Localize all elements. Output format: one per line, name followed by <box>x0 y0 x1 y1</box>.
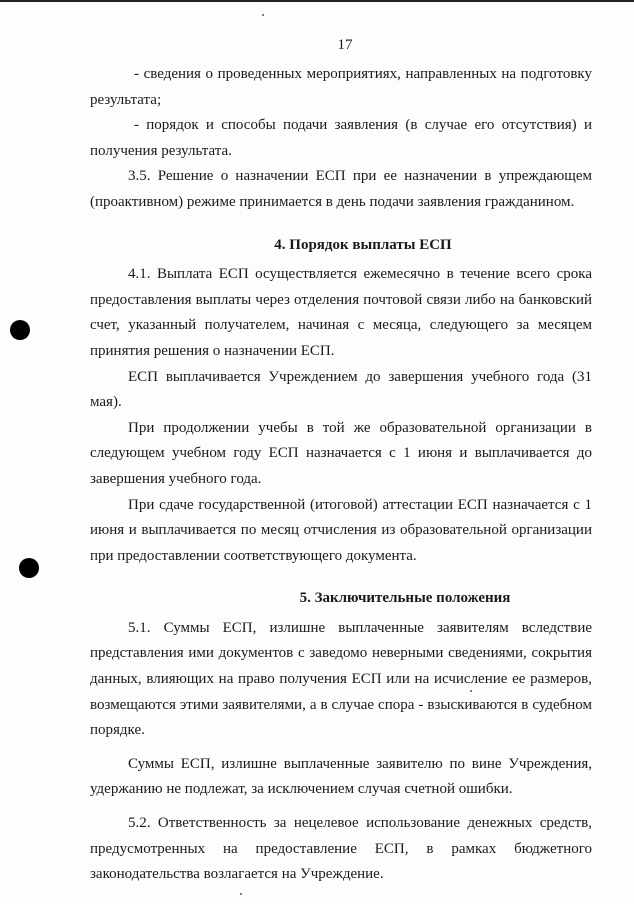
document-body <box>90 62 592 888</box>
paragraph-final-attestation: При сдаче государственной (итоговой) аттестации ЕСП назначается с 1 июня и выплачивается по месяц отчисления из образовательной организации при предоставлении соответствующего документа. <box>90 496 592 564</box>
page-number: 17 <box>337 37 353 53</box>
section-4-heading: 4. Порядок выплаты ЕСП <box>274 236 452 253</box>
punch-hole-mark <box>19 558 39 578</box>
scan-top-edge <box>0 0 634 2</box>
paragraph-continued-study: При продолжении учебы в той же образовательной организации в следующем учебном году ЕСП назначается с 1 июня и выплачивается до завершения учебного года. <box>90 419 592 487</box>
paragraph-submission-order: - порядок и способы подачи заявления (в случае его отсутствия) и получения результата. <box>90 117 592 159</box>
paragraph-5-2: 5.2. Ответственность за нецелевое использование денежных средств, предусмотренных на предоставление ЕСП, в рамках бюджетного законодательства возлагается на Учреждение. <box>90 815 592 883</box>
scan-speck <box>262 14 264 16</box>
paragraph-5-1: 5.1. Суммы ЕСП, излишне выплаченные заявителям вследствие представления ими документов с заведомо неверными сведениями, сокрытия данных, влияющих на право получения ЕСП или на исчисление ее размеров, возмещаются этими заявителями, а в случае спора - взыскиваются в судебном порядке. <box>90 619 592 739</box>
paragraph-4-1: 4.1. Выплата ЕСП осуществляется ежемесячно в течение всего срока предоставления выплаты через отделения почтовой связи либо на банковский счет, указанный получателем, начиная с месяца, следующего за месяцем принятия решения о назначении ЕСП. <box>90 266 592 359</box>
paragraph-payment-until: ЕСП выплачивается Учреждением до завершения учебного года (31 мая). <box>90 368 592 411</box>
paragraph-events-info: - сведения о проведенных мероприятиях, направленных на подготовку результата; <box>90 66 592 108</box>
paragraph-institution-error: Суммы ЕСП, излишне выплаченные заявителю по вине Учреждения, удержанию не подлежат, за исключением случая счетной ошибки. <box>90 755 592 798</box>
paragraph-3-5: 3.5. Решение о назначении ЕСП при ее назначении в упреждающем (проактивном) режиме принимается в день подачи заявления гражданином. <box>90 168 592 210</box>
punch-hole-mark <box>10 320 30 340</box>
scan-speck <box>240 893 242 895</box>
section-5-heading: 5. Заключительные положения <box>299 590 511 607</box>
